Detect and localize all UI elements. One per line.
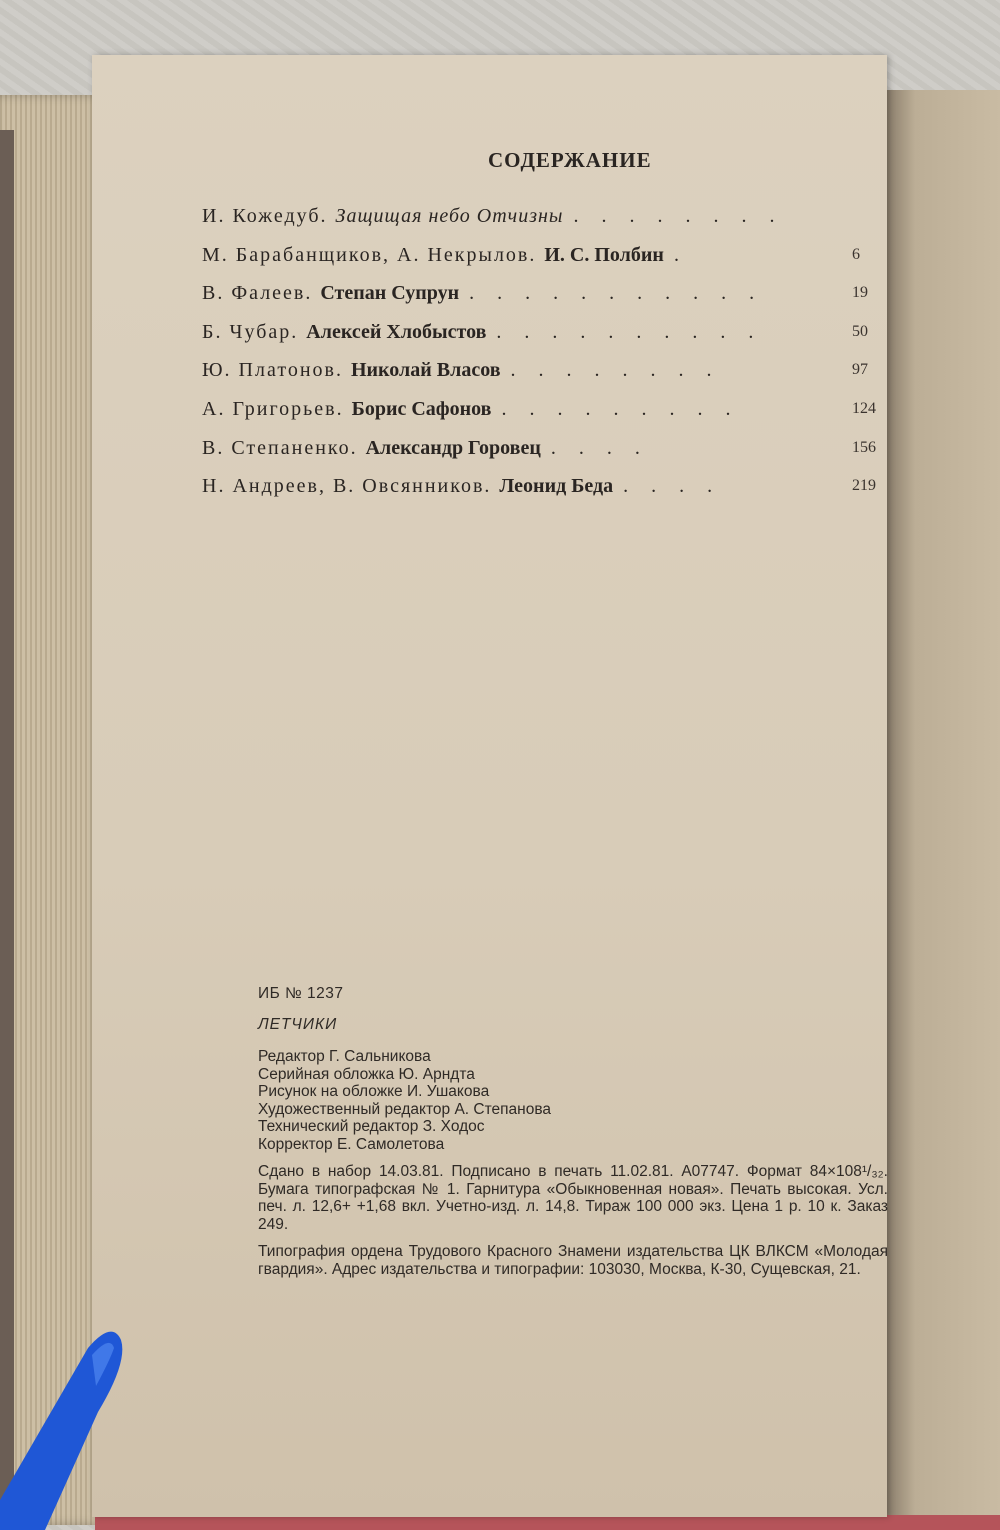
credit-line: Художественный редактор А. Степанова xyxy=(258,1100,552,1118)
toc-author: Ю. Платонов. xyxy=(202,359,343,382)
toc-leader-dots: . . . . . . . . xyxy=(573,205,784,227)
toc-leader-dots: . . . . xyxy=(550,436,649,459)
toc-entry xyxy=(202,475,892,514)
toc-author: А. Григорьев. xyxy=(202,397,344,420)
toc-work: Леонид Беда xyxy=(499,475,614,498)
credits-list xyxy=(258,1048,888,1153)
toc-page-number: 19 xyxy=(852,284,868,302)
toc-author: И. Кожедуб. xyxy=(202,205,328,227)
print-details: Сдано в набор 14.03.81. Подписано в печать 11.02.81. А07747. Формат 84×108¹/₃₂. Бумага типографская № 1. Гарнитура «Обыкновенная новая». Печать высокая. Усл. печ. л. 12,6+ +1,68 вкл. Учетно-изд. л. 14,8. Тираж 100 000 экз. Цена 1 р. 10 к. Заказ 249. xyxy=(258,1163,888,1233)
toc-leader-dots: . . . . . . . . . xyxy=(501,397,740,420)
toc-page-number: 219 xyxy=(852,477,876,495)
ib-number: ИБ № 1237 xyxy=(258,985,344,1002)
toc-work: Борис Сафонов xyxy=(351,397,492,420)
toc-author: Б. Чубар. xyxy=(202,320,299,343)
toc-leader-dots: . . . . . . . . . . . xyxy=(469,282,764,305)
toc-leader-dots: . xyxy=(673,243,688,266)
table-of-contents xyxy=(202,205,892,514)
imprint-block xyxy=(258,985,888,1278)
toc-author: В. Фалеев. xyxy=(202,282,313,305)
pen-icon xyxy=(0,1300,150,1530)
toc-work: Алексей Хлобыстов xyxy=(306,320,487,343)
toc-entry xyxy=(202,437,892,476)
credit-line: Технический редактор З. Ходос xyxy=(258,1118,485,1135)
toc-work: Александр Горовец xyxy=(365,436,541,459)
toc-work: Степан Супрун xyxy=(320,282,460,305)
toc-author: М. Барабанщиков, А. Некрылов. xyxy=(202,243,537,266)
toc-author: В. Степаненко. xyxy=(202,436,358,459)
toc-work: И. С. Полбин xyxy=(544,243,664,266)
toc-entry xyxy=(202,359,892,398)
toc-title: СОДЕРЖАНИЕ xyxy=(488,148,652,172)
printer-info: Типография ордена Трудового Красного Знамени издательства ЦК ВЛКСМ «Молодая гвардия». Адрес издательства и типографии: 103030, Москва, К-30, Сущевская, 21. xyxy=(258,1243,888,1278)
toc-author: Н. Андреев, В. Овсянников. xyxy=(202,475,492,498)
toc-page-number: 6 xyxy=(852,245,860,263)
facing-page xyxy=(887,90,1000,1515)
toc-leader-dots: . . . . . . . . . . xyxy=(496,320,763,343)
toc-work: Защищая небо Отчизны xyxy=(335,205,564,227)
toc-entry xyxy=(202,244,892,283)
toc-entry xyxy=(202,282,892,321)
book-page xyxy=(92,55,887,1517)
toc-work: Николай Власов xyxy=(350,359,501,382)
toc-entry xyxy=(202,321,892,360)
toc-page-number: 124 xyxy=(852,399,876,417)
toc-entry xyxy=(202,205,892,244)
toc-page-number: 156 xyxy=(852,438,876,456)
toc-entry xyxy=(202,398,892,437)
credit-line: Корректор Е. Самолетова xyxy=(258,1135,445,1153)
toc-leader-dots: . . . . . . . . xyxy=(510,359,721,382)
toc-leader-dots: . . . . xyxy=(623,475,722,498)
credit-line: Редактор Г. Сальникова xyxy=(258,1048,431,1065)
toc-page-number: 50 xyxy=(852,322,868,340)
credit-line: Серийная обложка Ю. Арндта xyxy=(258,1065,475,1083)
toc-page-number: 97 xyxy=(852,361,868,379)
credit-line: Рисунок на обложке И. Ушакова xyxy=(258,1083,490,1100)
book-title: ЛЕТЧИКИ xyxy=(258,1015,338,1033)
